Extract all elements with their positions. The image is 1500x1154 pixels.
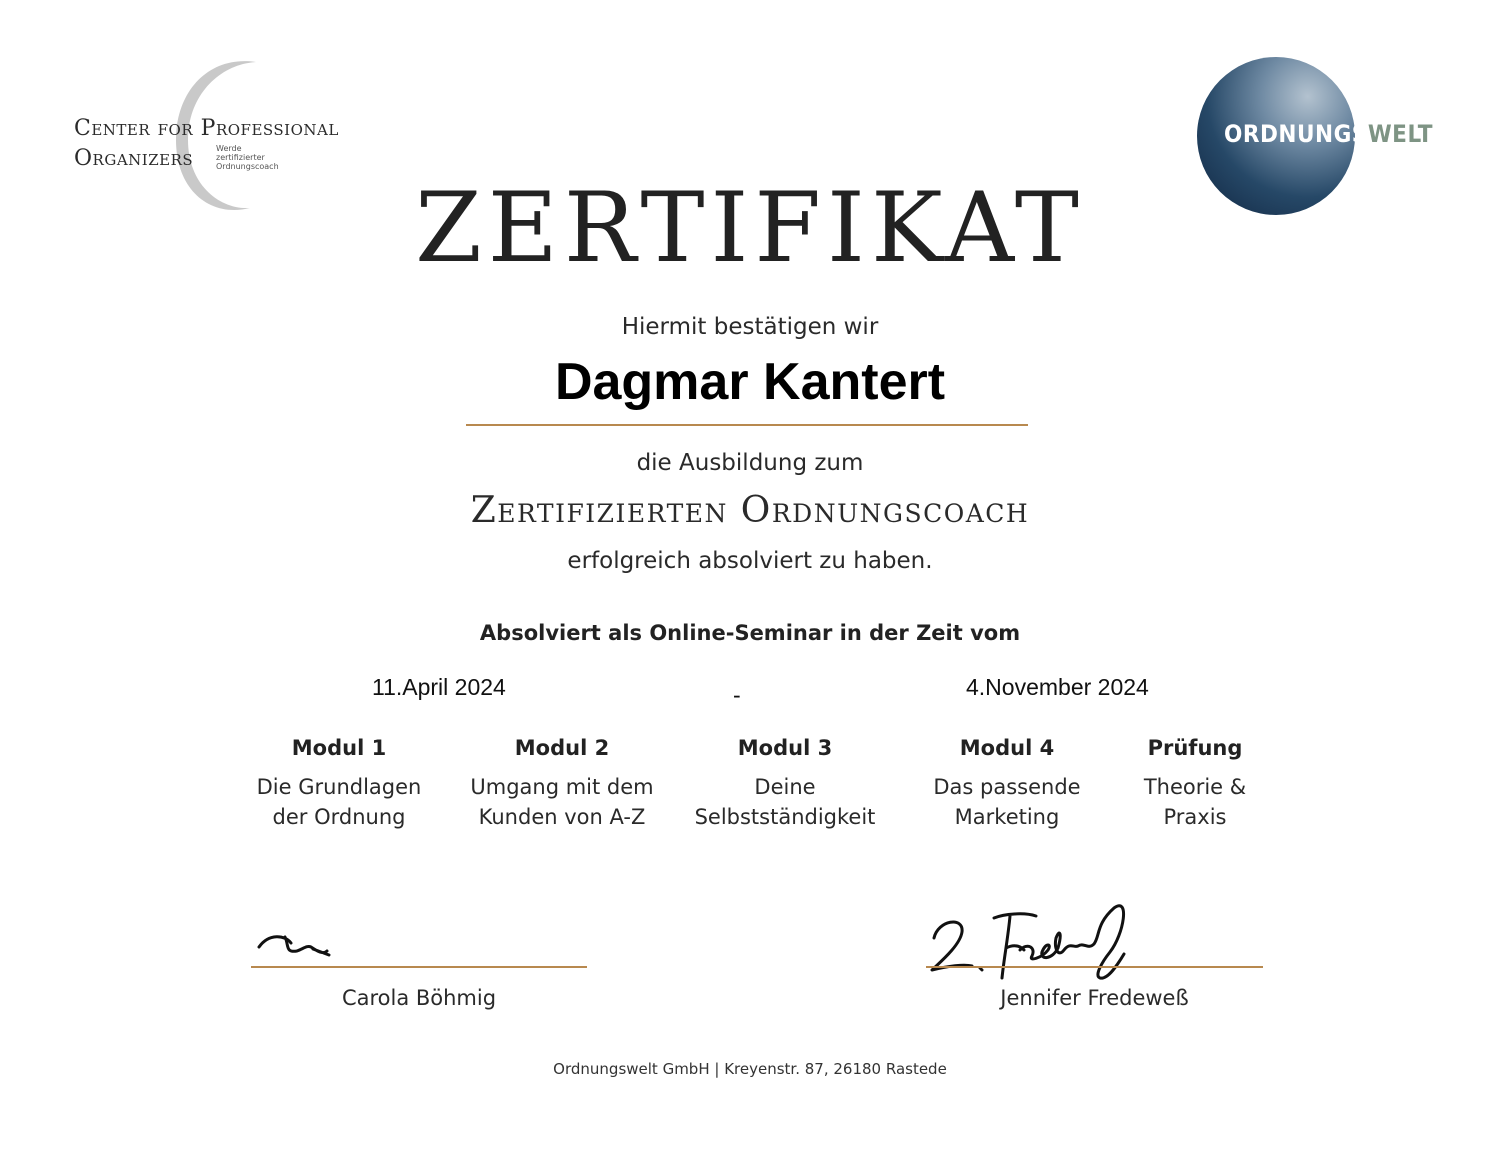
module-exam xyxy=(1075,736,1315,832)
intro-text: Hiermit bestätigen wir xyxy=(621,314,879,340)
date-separator: - xyxy=(733,682,741,708)
module-text-line: Marketing xyxy=(954,805,1060,829)
module-text-line: Umgang mit dem xyxy=(470,775,654,799)
module-1 xyxy=(219,736,459,832)
logo-tagline-2: zertifizierter xyxy=(216,153,265,162)
period-label: Absolviert als Online-Seminar in der Zeit vom xyxy=(479,621,1021,645)
wordmark-part-2: WELT xyxy=(1367,120,1433,148)
course-title: Zertifizierten Ordnungscoach xyxy=(470,490,1030,531)
ordnungswelt-wordmark xyxy=(1224,120,1433,148)
module-heading: Modul 2 xyxy=(514,736,610,760)
wordmark-part-1: ORDNUNGS xyxy=(1224,120,1368,148)
logo-line-1: Center for Professional xyxy=(74,116,339,141)
module-text-line: Selbstständigkeit xyxy=(694,805,876,829)
module-heading: Prüfung xyxy=(1147,736,1243,760)
module-text-line: Deine xyxy=(754,775,816,799)
module-heading: Modul 1 xyxy=(291,736,387,760)
module-text-line: der Ordnung xyxy=(272,805,406,829)
module-3 xyxy=(665,736,905,832)
logo-tagline-1: Werde xyxy=(216,144,242,153)
logo-line-2: Organizers xyxy=(74,146,194,171)
footer-address: Ordnungswelt GmbH | Kreyenstr. 87, 26180 Rastede xyxy=(553,1060,947,1078)
start-date: 11.April 2024 xyxy=(372,674,506,700)
module-heading: Modul 4 xyxy=(959,736,1055,760)
signature-left-icon xyxy=(255,925,345,965)
module-text-line: Die Grundlagen xyxy=(256,775,422,799)
completed-text: erfolgreich absolviert zu haben. xyxy=(567,548,933,574)
module-text-line: Kunden von A-Z xyxy=(478,805,646,829)
recipient-name: Dagmar Kantert xyxy=(554,353,946,411)
signer-left-name: Carola Böhmig xyxy=(341,986,497,1010)
certificate-title: ZERTIFIKAT xyxy=(415,172,1085,284)
module-heading: Modul 3 xyxy=(737,736,833,760)
end-date: 4.November 2024 xyxy=(966,674,1149,700)
training-text: die Ausbildung zum xyxy=(636,450,864,476)
signer-right-name: Jennifer Fredeweß xyxy=(1000,986,1189,1010)
name-underline xyxy=(466,424,1028,426)
module-text-line: Theorie & xyxy=(1143,775,1247,799)
logo-tagline-3: Ordnungscoach xyxy=(216,162,279,171)
module-2 xyxy=(442,736,682,832)
signature-right-icon xyxy=(924,898,1184,988)
module-text-line: Das passende xyxy=(933,775,1081,799)
signature-line-right xyxy=(926,966,1263,968)
logo-tagline xyxy=(216,144,279,171)
module-text-line: Praxis xyxy=(1163,805,1227,829)
signature-line-left xyxy=(251,966,587,968)
